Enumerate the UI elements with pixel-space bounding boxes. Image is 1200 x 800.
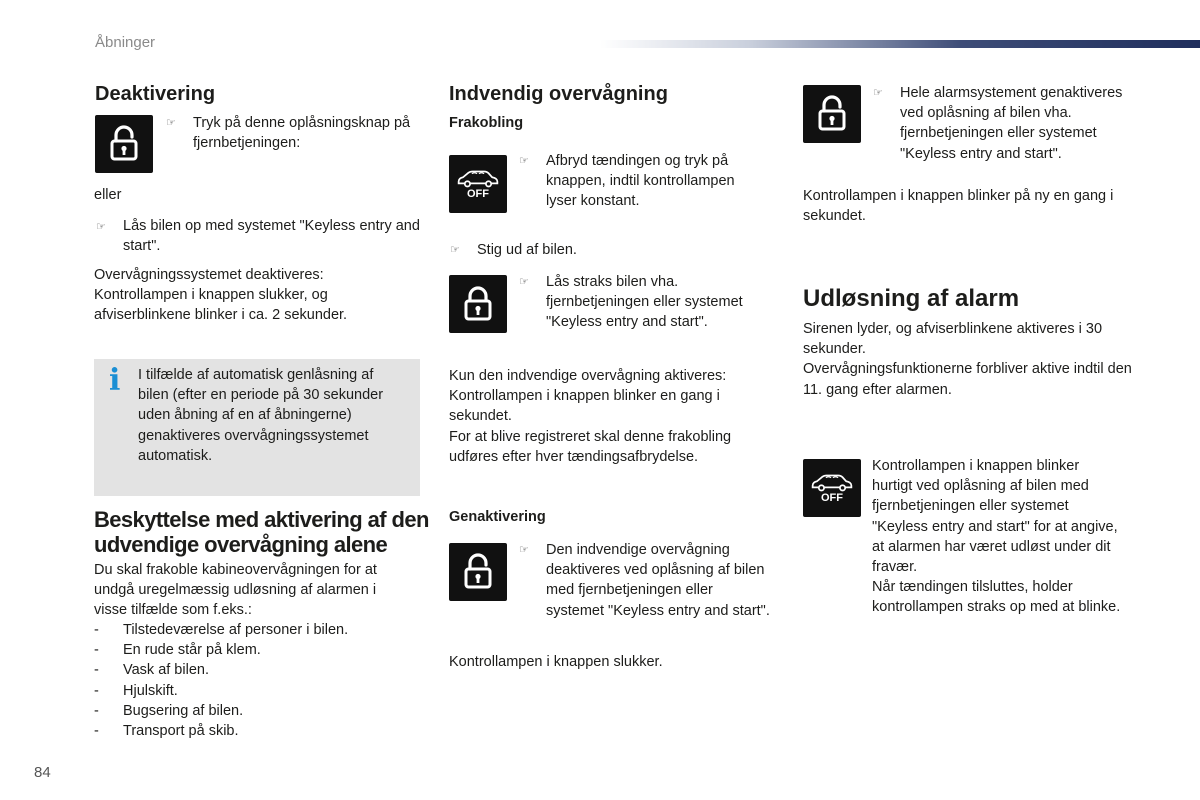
unlock-icon <box>803 85 861 143</box>
page-number: 84 <box>34 764 51 781</box>
bullet-icon: ☞ <box>450 244 460 256</box>
protection-list <box>94 620 414 741</box>
list-item: - Bugsering af bilen. <box>94 701 414 721</box>
bullet-icon: ☞ <box>519 276 529 288</box>
info-text: I tilfælde af automatisk genlåsning af bilen (efter en periode på 30 sekunder uden åbning af en af åbningerne) genaktiveres overvågningssystemet automatisk. <box>138 367 384 464</box>
car-off-icon <box>449 155 507 213</box>
section-header: Åbninger <box>95 34 156 51</box>
disconnect-result: Kun den indvendige overvågning aktiveres: Kontrollampen i knappen blinker en gang i sekundet. For at blive registreret skal denne frakobling udføres efter hver tændingsafbrydelse. <box>449 368 732 465</box>
off-label: OFF <box>467 187 489 200</box>
deactivation-result: Overvågningssystemet deaktiveres: Kontrollampen i knappen slukker, og afviserblinkene blinker i ca. 2 sekunder. <box>94 267 348 324</box>
deactivation-bullet-2: Lås bilen op med systemet "Keyless entry and start". <box>123 218 420 255</box>
unlock-icon <box>95 115 153 173</box>
list-item: - Vask af bilen. <box>94 660 414 680</box>
bullet-icon: ☞ <box>166 117 176 129</box>
alarm-trigger-title: Udløsning af alarm <box>803 285 1020 312</box>
bullet-icon: ☞ <box>519 155 529 167</box>
bullet-icon: ☞ <box>519 544 529 556</box>
interior-title: Indvendig overvågning <box>449 83 668 105</box>
off-label: OFF <box>821 491 843 504</box>
or-text: eller <box>94 187 122 203</box>
disconnect-bullet-2: Stig ud af bilen. <box>477 242 577 258</box>
lock-icon <box>449 275 507 333</box>
reactivation-result: Kontrollampen i knappen slukker. <box>449 654 663 670</box>
alarm-lamp-text: Kontrollampen i knappen blinker hurtigt ved oplåsning af bilen med fjernbetjeningen eller systemet "Keyless entry and start" for at angive, at alarmen har været udløst under dit fravær. Når tændingen tilsluttes, holder kontrollampen straks op med at blinke. <box>872 458 1121 616</box>
reactivation-subtitle: Genaktivering <box>449 509 546 525</box>
list-item: - Transport på skib. <box>94 721 414 741</box>
unlock-icon <box>449 543 507 601</box>
deactivation-bullet-1: Tryk på denne oplåsningsknap på fjernbetjeningen: <box>193 115 411 152</box>
info-icon: i <box>109 363 121 398</box>
list-item: - Hjulskift. <box>94 681 414 701</box>
bullet-icon: ☞ <box>96 221 106 233</box>
disconnect-bullet-3: Lås straks bilen vha. fjernbetjeningen eller systemet "Keyless entry and start". <box>546 274 743 331</box>
car-off-icon <box>803 459 861 517</box>
list-item: - Tilstedeværelse af personer i bilen. <box>94 620 414 640</box>
protection-title: Beskyttelse med aktivering af den udvendige overvågning alene <box>94 507 429 557</box>
list-item: - En rude står på klem. <box>94 640 414 660</box>
header-bar <box>600 40 1200 48</box>
bullet-icon: ☞ <box>873 87 883 99</box>
alarm-trigger-text: Sirenen lyder, og afviserblinkene aktiveres i 30 sekunder. Overvågningsfunktionerne forbliver aktive indtil den 11. gang efter alarmen. <box>803 321 1132 398</box>
reactivate-all-result: Kontrollampen i knappen blinker på ny en gang i sekundet. <box>803 188 1114 225</box>
protection-intro: Du skal frakoble kabineovervågningen for at undgå uregelmæssig udløsning af alarmen i visse tilfælde som f.eks.: <box>94 562 377 619</box>
reactivation-bullet-1: Den indvendige overvågning deaktiveres ved oplåsning af bilen med fjernbetjeningen eller systemet "Keyless entry and start". <box>546 542 770 619</box>
disconnect-bullet-1: Afbryd tændingen og tryk på knappen, indtil kontrollampen lyser konstant. <box>546 153 735 210</box>
disconnect-subtitle: Frakobling <box>449 115 524 131</box>
reactivate-all-bullet: Hele alarmsystement genaktiveres ved oplåsning af bilen vha. fjernbetjeningen eller systemet "Keyless entry and start". <box>900 85 1123 162</box>
deactivation-title: Deaktivering <box>95 83 216 105</box>
